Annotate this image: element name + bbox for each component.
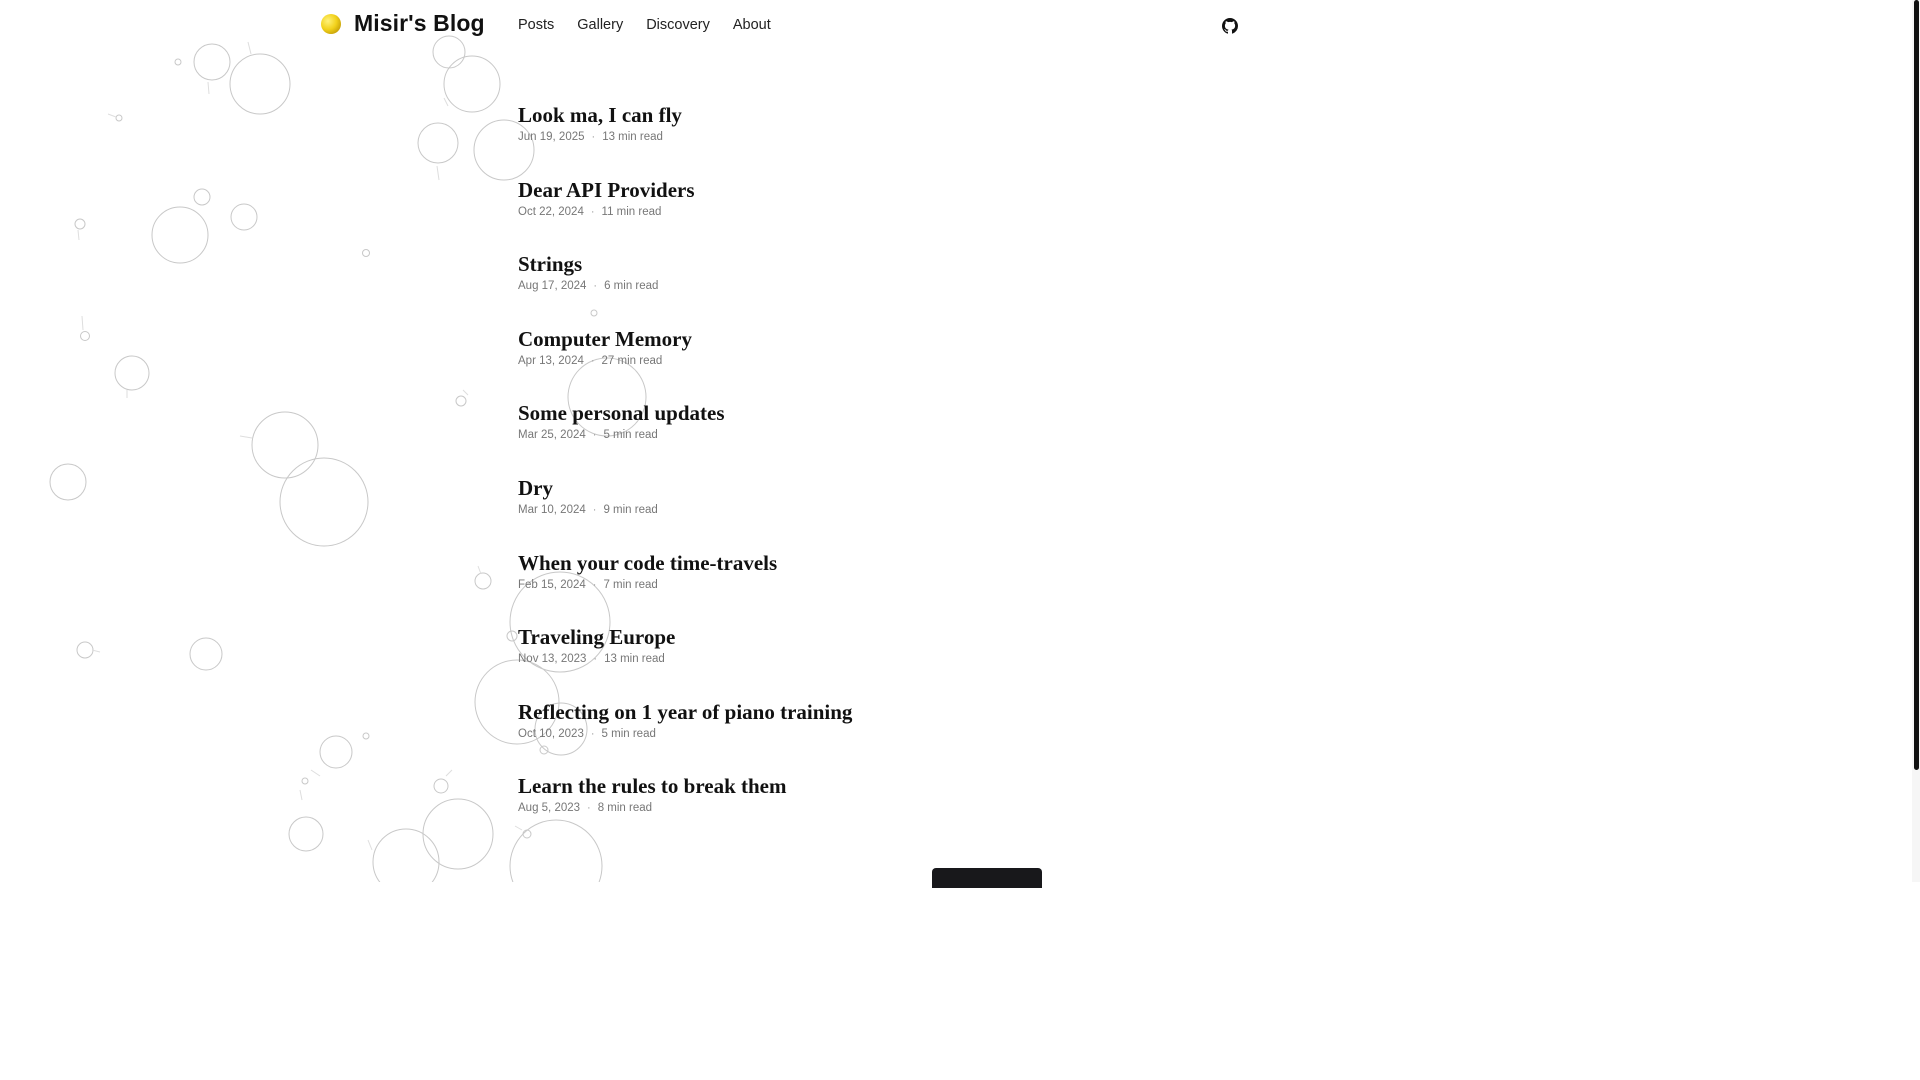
post-read-time: 9 min read xyxy=(603,503,658,516)
post-item xyxy=(518,548,852,623)
post-item xyxy=(518,697,852,772)
post-read-time: 6 min read xyxy=(604,280,659,293)
post-read-time: 13 min read xyxy=(602,131,663,143)
post-item xyxy=(518,398,852,473)
nav-link-discovery[interactable]: Discovery xyxy=(646,17,710,33)
post-title-link[interactable]: Computer Memory xyxy=(518,326,692,351)
post-item xyxy=(518,771,852,846)
post-date: Mar 25, 2024 xyxy=(518,429,586,442)
post-meta xyxy=(518,206,852,218)
post-title-link[interactable]: Reflecting on 1 year of piano training xyxy=(518,699,853,724)
post-date: Mar 10, 2024 xyxy=(518,503,586,516)
post-title-link[interactable]: Dear API Providers xyxy=(518,177,695,202)
github-icon[interactable] xyxy=(1222,18,1238,34)
post-item xyxy=(518,622,852,697)
post-list xyxy=(518,100,852,846)
post-date: Oct 22, 2024 xyxy=(518,205,584,218)
post-title-link[interactable]: Dry xyxy=(518,475,553,500)
nav-link-gallery[interactable]: Gallery xyxy=(577,17,624,33)
post-item xyxy=(518,175,852,250)
yellow-ball-icon xyxy=(320,13,342,35)
post-read-time: 7 min read xyxy=(603,578,658,591)
nav-link-posts[interactable]: Posts xyxy=(518,17,555,33)
post-item xyxy=(518,249,852,324)
post-date: Apr 13, 2024 xyxy=(518,354,584,367)
meta-separator: · xyxy=(590,205,595,218)
meta-separator: · xyxy=(593,280,598,293)
post-date: Jun 19, 2025 xyxy=(518,131,585,143)
meta-separator: · xyxy=(592,578,597,591)
post-item xyxy=(518,473,852,548)
post-meta xyxy=(518,579,852,591)
post-title-link[interactable]: Look ma, I can fly xyxy=(518,103,682,127)
post-item xyxy=(518,324,852,399)
post-date: Nov 13, 2023 xyxy=(518,653,587,666)
post-read-time: 27 min read xyxy=(601,354,663,367)
post-read-time: 8 min read xyxy=(597,802,653,815)
post-meta xyxy=(518,429,852,441)
post-date: Aug 5, 2023 xyxy=(518,802,581,815)
nav-link-about[interactable]: About xyxy=(732,17,771,33)
post-meta xyxy=(518,131,852,143)
post-meta xyxy=(518,802,852,814)
main-nav xyxy=(518,17,771,33)
meta-separator: · xyxy=(591,131,596,143)
site-brand-link[interactable] xyxy=(320,10,485,37)
post-date: Feb 15, 2024 xyxy=(518,578,586,591)
meta-separator: · xyxy=(590,727,595,740)
post-read-time: 5 min read xyxy=(603,429,658,442)
scrollbar-thumb[interactable] xyxy=(1914,0,1919,770)
post-title-link[interactable]: Strings xyxy=(518,252,583,277)
meta-separator: · xyxy=(587,802,591,815)
post-read-time: 5 min read xyxy=(601,727,656,740)
post-meta xyxy=(518,653,852,665)
meta-separator: · xyxy=(592,503,597,516)
meta-separator: · xyxy=(593,653,598,666)
post-item xyxy=(518,100,852,175)
post-meta xyxy=(518,280,852,292)
site-header xyxy=(320,0,1238,52)
post-title-link[interactable]: When your code time-travels xyxy=(518,550,778,575)
site-title: Misir's Blog xyxy=(354,10,485,36)
post-date: Aug 17, 2024 xyxy=(518,280,587,293)
post-title-link[interactable]: Some personal updates xyxy=(518,401,725,426)
post-title-link[interactable]: Learn the rules to break them xyxy=(518,774,787,799)
post-date: Oct 10, 2023 xyxy=(518,727,584,740)
post-read-time: 13 min read xyxy=(604,653,665,666)
post-read-time: 11 min read xyxy=(601,205,662,218)
post-title-link[interactable]: Traveling Europe xyxy=(518,625,676,650)
meta-separator: · xyxy=(590,354,595,367)
post-meta xyxy=(518,504,852,516)
post-meta xyxy=(518,355,852,367)
meta-separator: · xyxy=(592,429,597,442)
post-meta xyxy=(518,728,852,740)
bottom-action-button[interactable] xyxy=(932,868,1042,888)
